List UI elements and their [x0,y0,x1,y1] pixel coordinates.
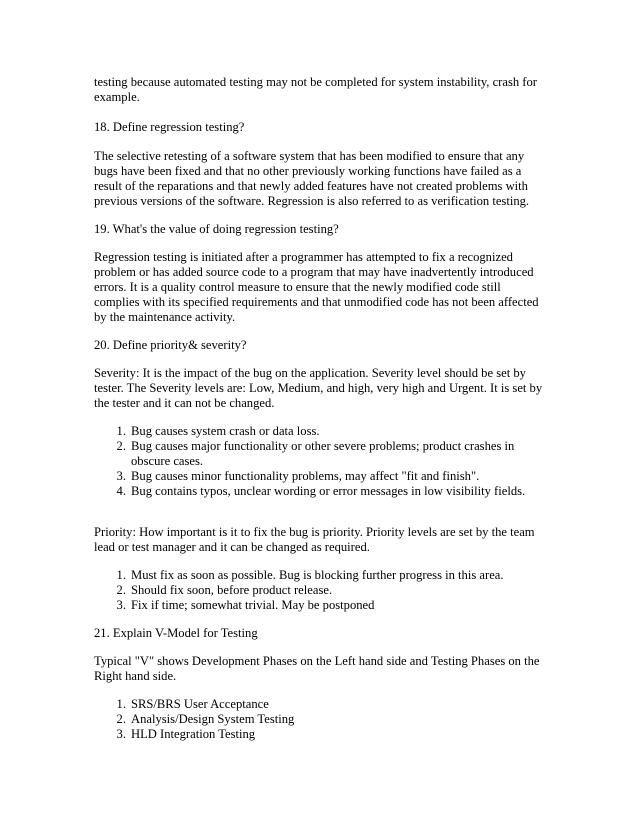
list-number: 1. [116,424,126,438]
list-item: Bug causes minor functionality problems, may affect "fit and finish". [131,469,480,483]
list-item: Bug causes system crash or data loss. [131,424,320,438]
list-number: 4. [116,484,126,498]
answer-19-line: problem or has added source code to a program that may have inadvertently introduced [94,265,534,279]
list-number: 2. [116,583,126,597]
answer-18-line: bugs have been fixed and that no other previously working functions have failed as a [94,164,522,178]
list-item: SRS/BRS User Acceptance [131,697,269,711]
list-number: 2. [116,439,126,453]
list-item: HLD Integration Testing [131,727,256,741]
answer-21-line: Right hand side. [94,669,177,683]
intro-line: example. [94,90,140,104]
question-18-heading: 18. Define regression testing? [94,120,245,134]
question-21-heading: 21. Explain V-Model for Testing [94,626,258,640]
list-item: Bug causes major functionality or other severe problems; product crashes in [131,439,515,453]
answer-18-line: The selective retesting of a software system that has been modified to ensure that any [94,149,525,163]
severity-line: Severity: It is the impact of the bug on the application. Severity level should be set by [94,366,526,380]
severity-line: tester. The Severity levels are: Low, Medium, and high, very high and Urgent. It is set by [94,381,543,395]
answer-19-line: complies with its specified requirements and that unmodified code has not been affected [94,295,539,309]
intro-line: testing because automated testing may not be completed for system instability, crash for [94,75,537,89]
question-20-heading: 20. Define priority& severity? [94,338,247,352]
answer-18-line: result of the reparations and that newly added features have not created problems with [94,179,528,193]
list-number: 3. [116,598,126,612]
answer-21-line: Typical "V" shows Development Phases on the Left hand side and Testing Phases on the [94,654,540,668]
list-item: Fix if time; somewhat trivial. May be postponed [131,598,375,612]
list-number: 1. [116,697,126,711]
severity-line: the tester and it can not be changed. [94,396,275,410]
priority-line: lead or test manager and it can be changed as required. [94,540,370,554]
list-number: 3. [116,727,126,741]
answer-19-line: by the maintenance activity. [94,310,236,324]
priority-line: Priority: How important is it to fix the bug is priority. Priority levels are set by the team [94,525,535,539]
answer-18-line: previous versions of the software. Regression is also referred to as verification testing. [94,194,530,208]
question-19-heading: 19. What's the value of doing regression testing? [94,222,339,236]
list-number: 2. [116,712,126,726]
list-number: 1. [116,568,126,582]
list-item: Should fix soon, before product release. [131,583,333,597]
list-number: 3. [116,469,126,483]
answer-19-line: errors. It is a quality control measure to ensure that the newly modified code still [94,280,501,294]
list-item: Must fix as soon as possible. Bug is blocking further progress in this area. [131,568,504,582]
answer-19-line: Regression testing is initiated after a programmer has attempted to fix a recognized [94,250,513,264]
list-item: obscure cases. [131,454,204,468]
list-item: Analysis/Design System Testing [131,712,295,726]
list-item: Bug contains typos, unclear wording or error messages in low visibility fields. [131,484,526,498]
